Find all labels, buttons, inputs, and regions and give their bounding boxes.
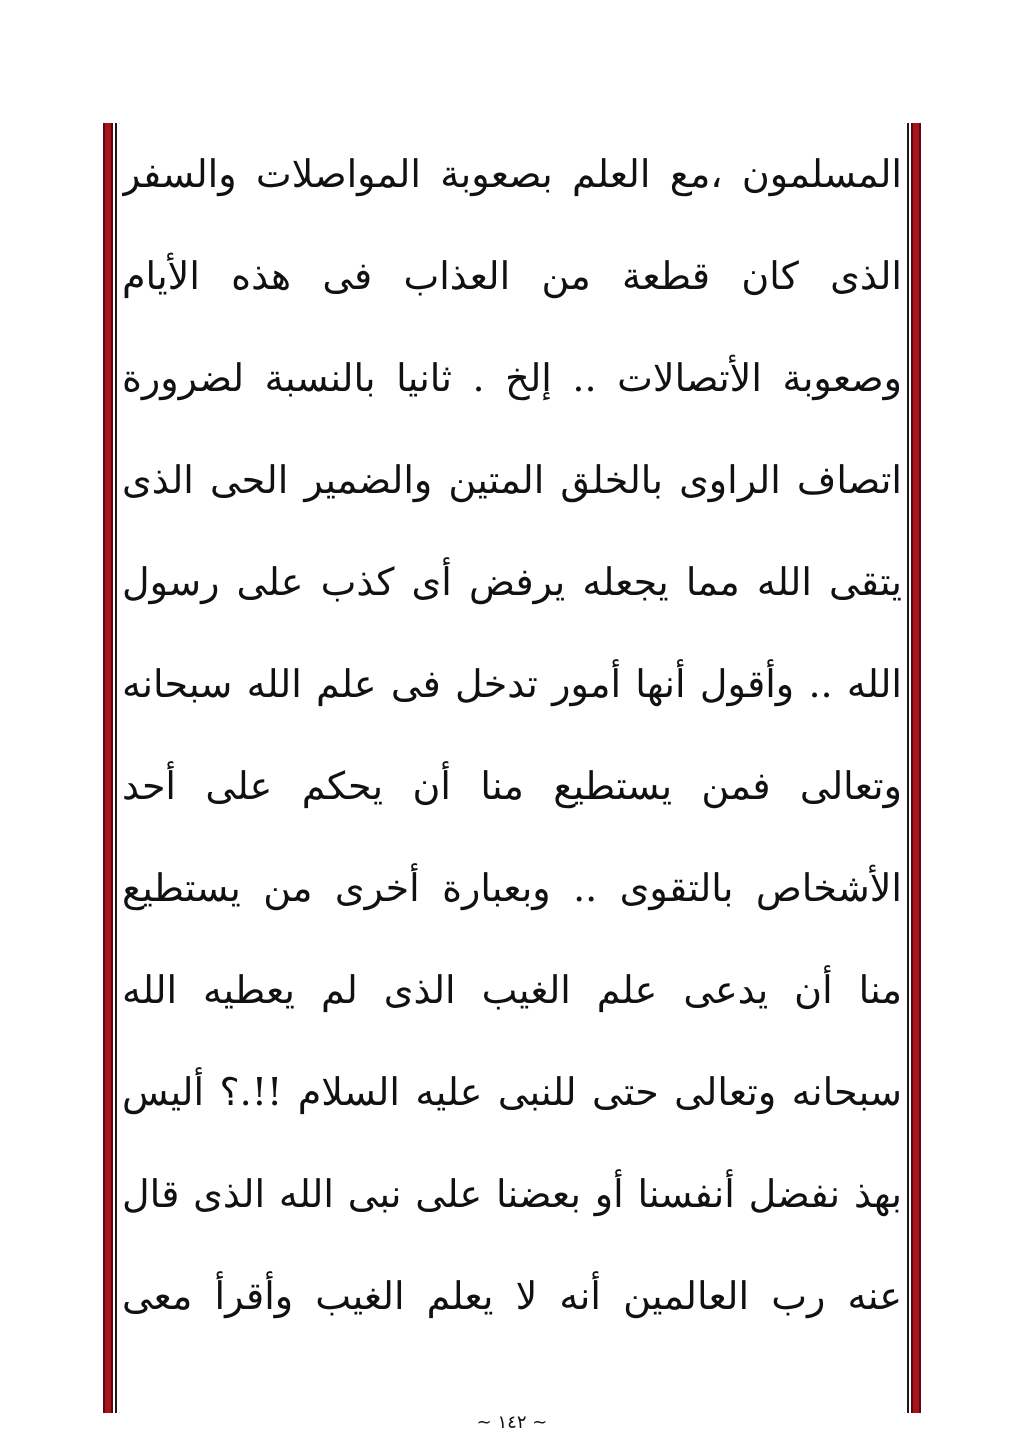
text-line-11: بهذ نفضل أنفسنا أو بعضنا على نبى الله الذى قال [122,1172,902,1216]
text-line-5: يتقى الله مما يجعله يرفض أى كذب على رسول [122,560,902,604]
body-text [122,128,902,1352]
text-line-7: وتعالى فمن يستطيع منا أن يحكم على أحد [122,764,902,808]
text-line-2: الذى كان قطعة من العذاب فى هذه الأيام [122,254,902,298]
right-border-rule [907,123,909,1413]
left-border-decoration [103,123,113,1413]
text-line-8: الأشخاص بالتقوى .. وبعبارة أخرى من يستطيع [122,866,902,910]
page-number: ~ ١٤٢ ~ [476,1412,548,1433]
text-line-4: اتصاف الراوى بالخلق المتين والضمير الحى الذى [122,458,902,502]
text-line-10: سبحانه وتعالى حتى للنبى عليه السلام !!.؟ أليس [122,1070,902,1114]
right-border-decoration [911,123,921,1413]
text-line-3: وصعوبة الأتصالات .. إلخ . ثانيا بالنسبة لضرورة [122,356,902,400]
text-line-6: الله .. وأقول أنها أمور تدخل فى علم الله سبحانه [122,662,902,706]
text-line-9: منا أن يدعى علم الغيب الذى لم يعطيه الله [122,968,902,1012]
left-border-rule [115,123,117,1413]
text-line-12: عنه رب العالمين أنه لا يعلم الغيب وأقرأ معى [122,1274,902,1318]
text-line-1: المسلمون ،مع العلم بصعوبة المواصلات والسفر [122,152,902,196]
